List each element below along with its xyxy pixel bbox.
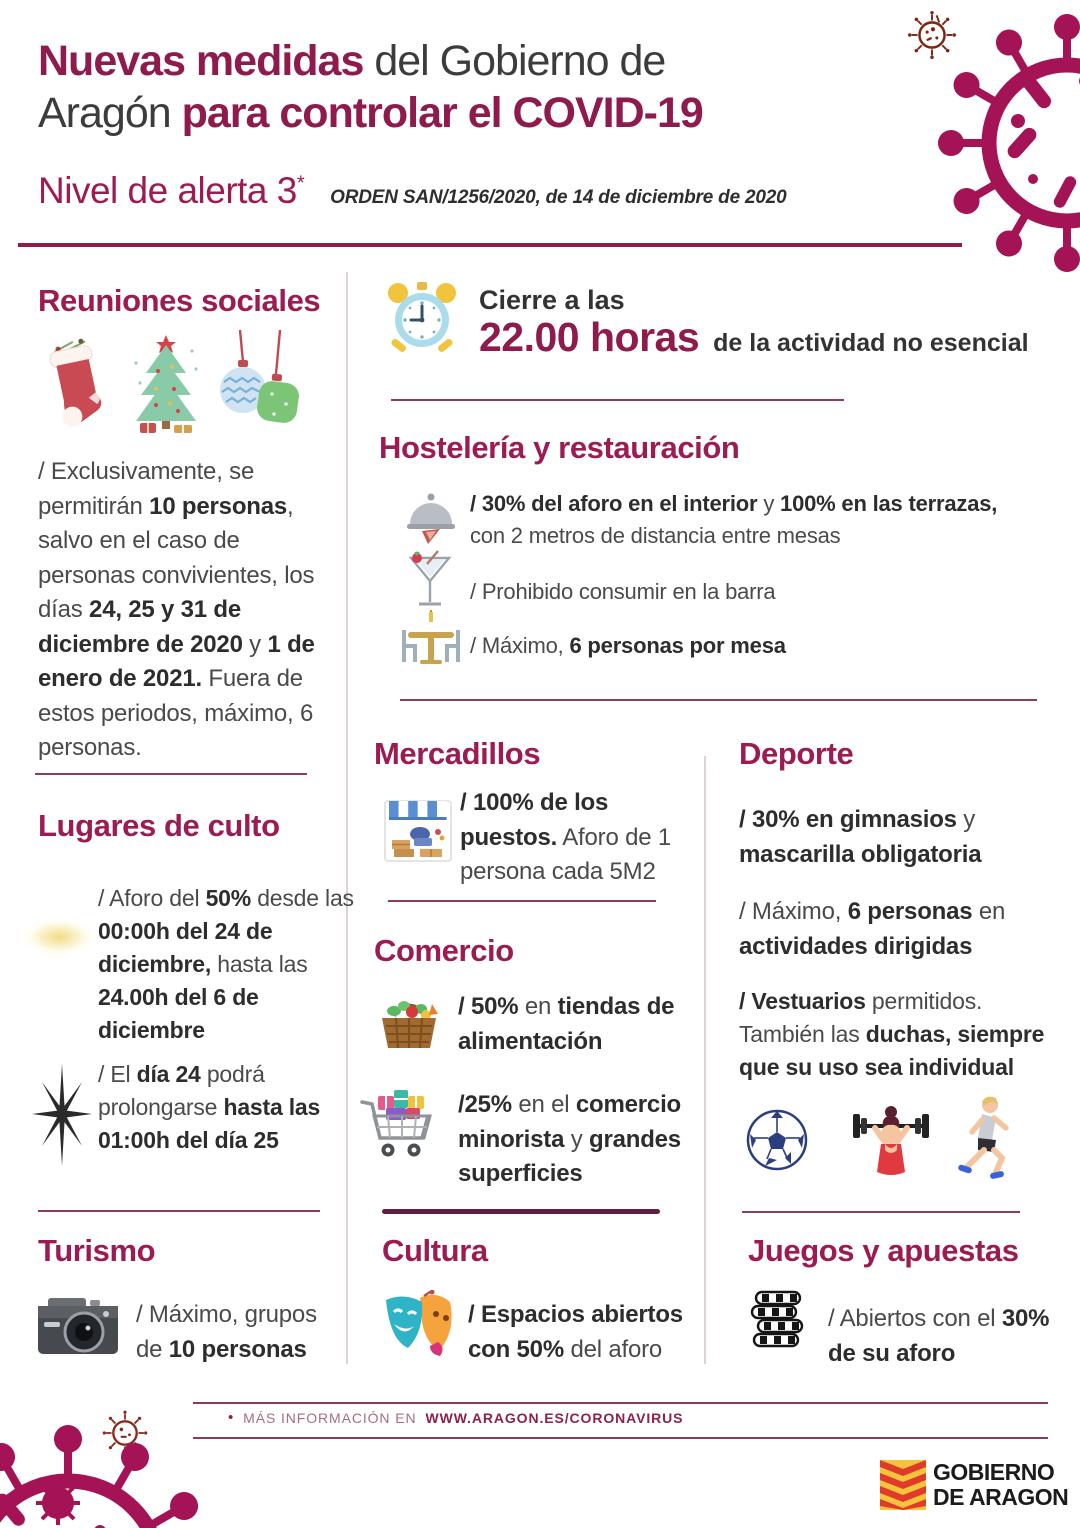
juegos-item-1: / Abiertos con el 30% de su aforo <box>828 1305 1050 1367</box>
title-plain-2: Aragón <box>38 88 182 137</box>
mercadillos-item-1: / 100% de los puestos. Aforo de 1 persona cada 5M2 <box>460 789 671 886</box>
logo-line-2: DE ARAGON <box>933 1484 1069 1510</box>
logo-text <box>933 1460 1068 1510</box>
footer-rule-bottom <box>193 1437 1048 1439</box>
header-rule <box>18 243 962 247</box>
title-rest-1: del Gobierno de <box>363 37 666 85</box>
alert-level-row <box>38 170 787 212</box>
cultura-item-1: / Espacios abiertos con 50% del aforo <box>468 1301 683 1363</box>
section-title-juegos: Juegos y apuestas <box>748 1233 1019 1268</box>
weightlifter-icon <box>845 1098 937 1186</box>
culto-item-2: / El día 24 podrá prolongarse hasta las 01:00h del día 25 <box>98 1061 321 1154</box>
vertical-divider-right <box>704 756 706 1364</box>
runner-icon <box>952 1092 1016 1184</box>
section-title-turismo: Turismo <box>38 1233 156 1268</box>
vertical-divider-left <box>346 272 348 1364</box>
section-title-mercadillos: Mercadillos <box>374 736 541 771</box>
deporte-item-2: / Máximo, 6 personas en actividades dirigidas <box>739 898 1006 960</box>
alert-level: Nivel de alerta 3* <box>38 170 305 211</box>
section-title-cultura: Cultura <box>382 1233 488 1268</box>
divider-reuniones-culto <box>35 773 307 775</box>
theater-masks-icon <box>380 1290 462 1368</box>
divider-comercio-cultura <box>382 1209 660 1214</box>
table-chairs-icon <box>398 610 464 672</box>
divider-closure <box>391 399 844 401</box>
poker-chips-icon <box>748 1290 806 1360</box>
footer-info-label: MÁS INFORMACIÓN EN <box>243 1409 417 1426</box>
title-accent-2: para controlar el COVID-19 <box>181 88 703 137</box>
gobierno-aragon-logo <box>880 1460 1068 1510</box>
christmas-ornaments-icon <box>216 330 302 434</box>
candle-glow-icon <box>22 918 96 956</box>
aragon-flag-icon <box>880 1460 926 1510</box>
closure-intro: Cierre a las <box>479 285 625 315</box>
footer-rule-top <box>193 1402 1048 1404</box>
camera-icon <box>36 1296 120 1360</box>
soccer-ball-icon <box>745 1108 809 1172</box>
title-accent-1: Nuevas medidas <box>38 37 364 85</box>
divider-culto-turismo <box>38 1210 320 1212</box>
cloche-icon <box>404 488 458 546</box>
shopping-cart-icon <box>358 1086 442 1170</box>
turismo-item-1: / Máximo, grupos de 10 personas <box>136 1301 317 1363</box>
bethlehem-star-icon <box>30 1060 94 1170</box>
hosteleria-item-1: / 30% del aforo en el interior y 100% en las terrazas, con 2 metros de distancia entre mesas <box>470 491 998 548</box>
divider-mercadillos-comercio <box>388 900 656 902</box>
footer-info <box>228 1409 683 1426</box>
deporte-item-1: / 30% en gimnasios y mascarilla obligatoria <box>739 806 982 868</box>
logo-line-1: GOBIERNO <box>933 1459 1055 1486</box>
comercio-item-2: /25% en el comercio minorista y grandes superficies <box>458 1091 682 1188</box>
section-title-hosteleria: Hostelería y restauración <box>379 430 740 465</box>
market-stall-icon <box>384 796 452 864</box>
alarm-clock-icon <box>383 278 461 364</box>
closure-line <box>479 314 1029 361</box>
deporte-item-3: / Vestuarios permitidos. También las duchas, siempre que su uso sea individual <box>739 988 1045 1081</box>
culto-item-1: / Aforo del 50% desde las 00:00h del 24 de diciembre, hasta las 24.00h del 6 de diciembre <box>98 885 354 1044</box>
cocktail-icon <box>407 550 453 616</box>
virus-large-icon <box>917 0 1080 293</box>
christmas-stocking-icon <box>40 336 114 434</box>
footer-info-url: WWW.ARAGON.ES/CORONAVIRUS <box>425 1409 684 1426</box>
hosteleria-item-2: / Prohibido consumir en la barra <box>470 579 776 604</box>
section-title-deporte: Deporte <box>739 736 854 771</box>
section-title-comercio: Comercio <box>374 933 514 968</box>
comercio-item-1: / 50% en tiendas de alimentación <box>458 993 675 1055</box>
reuniones-paragraph: / Exclusivamente, se permitirán 10 personas, salvo en el caso de personas convivientes, los días 24, 25 y 31 de diciembre de 2020 y 1 de enero de 2021. Fuera de estos periodos, máximo, 6 personas. <box>38 458 315 762</box>
hosteleria-item-3: / Máximo, 6 personas por mesa <box>470 633 786 658</box>
closure-detail: de la actividad no esencial <box>713 329 1029 357</box>
virus-large-bottom-icon <box>0 1413 228 1528</box>
alert-asterisk: * <box>296 172 305 195</box>
closure-time: 22.00 horas <box>479 314 700 360</box>
footer-bullet: • <box>228 1409 235 1426</box>
divider-deporte-juegos <box>742 1211 1020 1213</box>
order-reference: ORDEN SAN/1256/2020, de 14 de diciembre de 2020 <box>330 187 787 208</box>
section-title-reuniones: Reuniones sociales <box>38 283 321 318</box>
section-title-culto: Lugares de culto <box>38 808 280 843</box>
page-title <box>38 36 703 139</box>
christmas-tree-icon <box>128 333 204 435</box>
food-basket-icon <box>374 988 444 1054</box>
divider-hosteleria <box>400 699 1037 701</box>
